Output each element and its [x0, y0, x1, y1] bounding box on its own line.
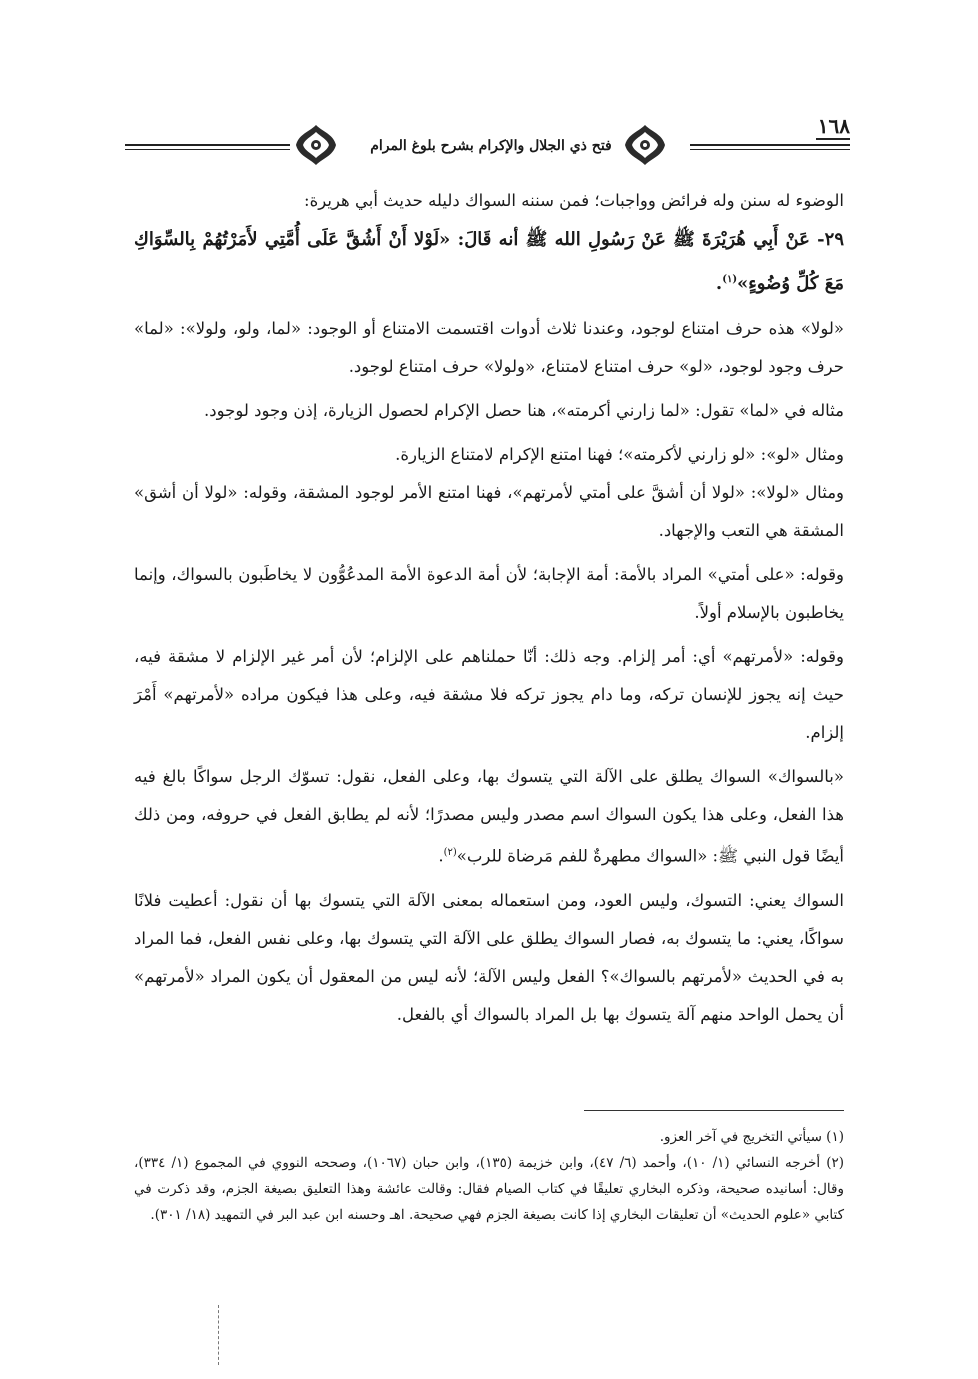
paragraph-lawla-example: ومثال «لولا»: «لولا أن أشقَّ على أمتي لأمرتهم»، فهنا امتنع الأمر لوجود المشقة، وقوله: «لولا أن أشق» المشقة هي التعب والإجهاد. [134, 483, 844, 540]
paragraph-law-example: ومثال «لو»: «لو زارني لأكرمته»؛ فهنا امتنع الإكرام لامتناع الزيارة. [395, 445, 844, 464]
page-header [125, 112, 850, 170]
paragraph-ummati: وقوله: «على أمتي» المراد بالأمة: أمة الإجابة؛ لأن أمة الدعوة الأمة المدعُوُّون لا يخاطَبون بالسواك، وإنما يخاطبون بالإسلام أولاً. [134, 565, 844, 622]
header-rule-right [690, 144, 850, 146]
arabesque-ornament-icon [622, 122, 668, 168]
paragraph-lawla: «لولا» هذه حرف امتناع لوجود، وعندنا ثلاث أدوات اقتسمت الامتناع أو الوجود: «لما، ولو، ولولا»: «لما» حرف وجود لوجود، «لو» حرف امتناع لامتناع، «ولولا» حرف امتناع لوجود. [134, 319, 844, 376]
footnotes [134, 1124, 844, 1228]
footnote-2: (٢) أخرجه النسائي (١/ ١٠)، وأحمد (٦/ ٤٧)، وابن خزيمة (١٣٥)، وابن حبان (١٠٦٧)، وصححه النووي في المجموع (١/ ٣٣٤)، وقال: أسانيده صحيحة، وذكره البخاري تعليقًا في كتاب الصيام فقال: وقالت عائشة وهذا التعليق بصيغة الجزم، وقد ذكرت في كتابي «علوم الحديث» أن تعليقات البخاري إذا كانت بصيغة الجزم فهي صحيحة. اهـ وحسنه ابن عبد البر في التمهيد (١٨/ ٣٠١). [134, 1155, 845, 1223]
paragraph-lamma-example: مثاله في «لما» تقول: «لما زارني أكرمته»، هنا حصل الإكرام لحصول الزيارة، إذن وجود لوجود. [204, 401, 844, 420]
paragraph-siwak-text: «بالسواك» السواك يطلق على الآلة التي يتسوك بها، وعلى الفعل، نقول: تسوّك الرجل سواكًا بالغ فيه هذا الفعل، وعلى هذا يكون السواك اسم مصدر وليس مصدرًا؛ لأنه لم يطابق الفعل في حروفه، ومن ذلك أيضًا قول النبي ﷺ: «السواك مطهرةٌ للفم مَرضاة للرب» [134, 767, 844, 866]
header-rule-top [816, 138, 850, 140]
paragraph-siwak-meaning: السواك يعني: التسوك، وليس العود، ومن استعماله بمعنى الآلة التي يتسوك بها أن نقول: أعطيت فلانًا سواكًا، يعني: ما يتسوك به، فصار السواك يطلق على الآلة التي يتسوك بها، وعلى نفس الفعل، فما المراد به في الحديث «لأمرتهم بالسواك»؟ الفعل وليس الآلة؛ لأنه ليس من المعقول أن يكون المراد «لأمرتهم» أن يحمل الواحد منهم آلة يتسوك بها بل المراد بالسواك أي بالفعل. [134, 890, 844, 1024]
paragraph-intro: الوضوء له سنن وله فرائض وواجبات؛ فمن سننه السواك دليله حديث أبي هريرة: [304, 191, 844, 210]
footnote-ref-2: (٢) [443, 847, 457, 858]
paragraph-amartuhum: وقوله: «لأمرتهم» أي: أمر إلزام. وجه ذلك: أنّا حملناهم على الإلزام؛ لأن أمر غير الإلزام لا مشقة فيه، حيث إنه يجوز للإنسان تركه، وما دام يجوز تركه فلا مشقة فيه، وعلى هذا فيكون مراده «لأمرتهم» أَمْرَ إلزام. [134, 647, 845, 742]
hadith-body: ٢٩- عَنْ أَبِي هُرَيْرَةَ ﷺ عَنْ رَسُولِ الله ﷺ أنه قَالَ: «لَوْلا أَنْ أَشُقَّ عَلَى أُمَّتِي لأَمَرْتُهُمْ بِالسِّوَاكِ مَعَ كُلِّ وُضُوءٍ» [134, 229, 844, 294]
header-rule-left [125, 144, 290, 146]
footnote-divider [584, 1110, 844, 1111]
hadith-text: ٢٩- عَنْ أَبِي هُرَيْرَةَ ﷺ عَنْ رَسُولِ الله ﷺ أنه قَالَ: «لَوْلا أَنْ أَشُقَّ عَلَى أُمَّتِي لأَمَرْتُهُمْ بِالسِّوَاكِ مَعَ كُلِّ وُضُوءٍ»$^{(١)}$. [134, 229, 844, 294]
header-rule-right-thin [690, 149, 850, 150]
book-title: فتح ذي الجلال والإكرام بشرح بلوغ المرام [370, 138, 612, 154]
footnote-1: (١) سيأتي التخريج في آخر العزو. [659, 1129, 844, 1145]
paragraph-siwak: «بالسواك» السواك يطلق على الآلة التي يتسوك بها، وعلى الفعل، نقول: تسوّك الرجل سواكًا بالغ فيه هذا الفعل، وعلى هذا يكون السواك اسم مصدر وليس مصدرًا؛ لأنه لم يطابق الفعل في حروفه، ومن ذلك أيضًا قول النبي ﷺ: «السواك مطهرةٌ للفم مَرضاة للرب»$^{(٢)}$. [134, 767, 844, 866]
main-text [134, 182, 844, 1034]
scan-mark [218, 1305, 219, 1365]
footnote-ref-1: (١) [722, 274, 738, 285]
arabesque-ornament-icon [293, 122, 339, 168]
page-number: ١٦٨ [817, 114, 850, 138]
header-rule-left-thin [125, 149, 290, 150]
